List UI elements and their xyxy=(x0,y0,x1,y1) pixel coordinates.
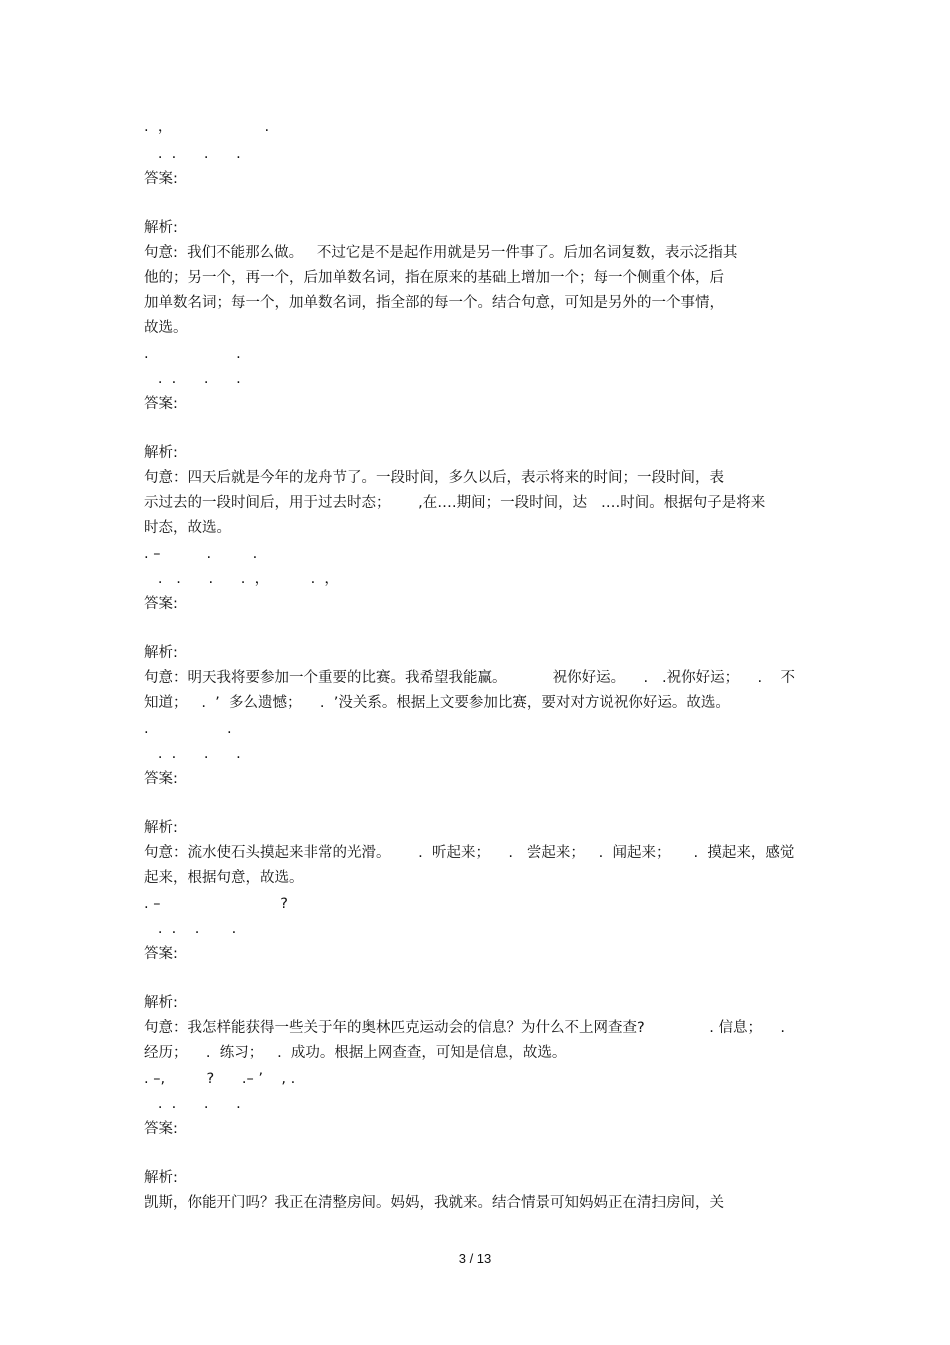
text-line: . –, ? .– ’ , . xyxy=(144,1071,296,1087)
text-line: . – ? xyxy=(144,896,289,912)
analysis-label: 解析: xyxy=(144,995,178,1011)
answer-label: 答案: xyxy=(144,771,178,787)
text-line: . . . . ， . ， xyxy=(144,571,339,587)
text-line: 加单数名词；每一个，加单数名词，指全部的每一个。结合句意，可知是另外的一个事情， xyxy=(144,295,724,311)
text-line: . . . . xyxy=(144,746,241,762)
text-line: . . . . xyxy=(144,146,241,162)
text-line: 句意: 我们不能那么做。 不过它是不是起作用就是另一件事了。后加名词复数，表示泛指其 xyxy=(144,245,738,261)
text-line: . – . . xyxy=(144,546,258,562)
text-line: 起来，根据句意，故选。 xyxy=(144,870,304,886)
answer-label: 答案: xyxy=(144,946,178,962)
text-line: 时态，故选。 xyxy=(144,520,231,536)
page-number: 3 / 13 xyxy=(458,1251,492,1266)
text-line: . . xyxy=(144,721,232,737)
text-line: 句意：四天后就是今年的龙舟节了。一段时间，多久以后，表示将来的时间；一段时间，表 xyxy=(144,470,724,486)
text-line: 句意：我怎样能获得一些关于年的奥林匹克运动会的信息？为什么不上网查查? . 信息； . xyxy=(144,1020,785,1036)
text-line: 知道； . ’ 多么遗憾； . ’没关系。根据上文要参加比赛，要对对方说祝你好运。故选。 xyxy=(144,695,730,711)
analysis-label: 解析: xyxy=(144,220,178,236)
text-line: 他的；另一个，再一个，后加单数名词，指在原来的基础上增加一个；每一个侧重个体，后 xyxy=(144,270,724,286)
answer-label: 答案: xyxy=(144,171,178,187)
text-line: 句意：流水使石头摸起来非常的光滑。 . 听起来； . 尝起来； . 闻起来； . 摸起来，感觉 xyxy=(144,845,795,861)
text-line: . . . . xyxy=(144,921,237,937)
text-line: 经历； . 练习； . 成功。根据上网查查，可知是信息，故选。 xyxy=(144,1045,567,1061)
text-line: 故选。 xyxy=(144,320,188,336)
text-line: 句意：明天我将要参加一个重要的比赛。我希望我能赢。 祝你好运。 . .祝你好运； . 不 xyxy=(144,670,796,686)
text-line: 示过去的一段时间后，用于过去时态； ,在‥‥期间；一段时间，达 ‥‥时间。根据句子是将来 xyxy=(144,495,766,511)
analysis-label: 解析: xyxy=(144,820,178,836)
text-line: 凯斯，你能开门吗？我正在清整房间。妈妈，我就来。结合情景可知妈妈正在清扫房间，关 xyxy=(144,1195,724,1211)
answer-label: 答案: xyxy=(144,596,178,612)
text-line: . . . . xyxy=(144,1096,241,1112)
analysis-label: 解析: xyxy=(144,445,178,461)
text-line: . . xyxy=(144,346,241,362)
analysis-label: 解析: xyxy=(144,645,178,661)
text-line: . . . . xyxy=(144,371,241,387)
analysis-label: 解析: xyxy=(144,1170,178,1186)
answer-label: 答案: xyxy=(144,1121,178,1137)
answer-label: 答案: xyxy=(144,396,178,412)
text-line: . ， . xyxy=(144,119,270,135)
